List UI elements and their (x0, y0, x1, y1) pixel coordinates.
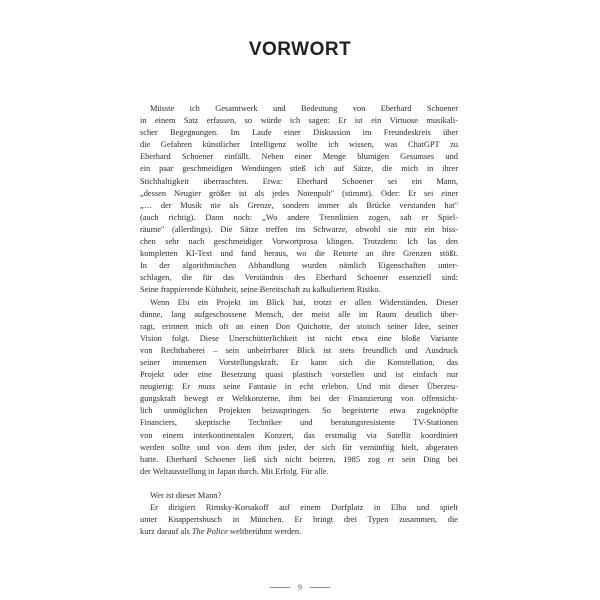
text-line: gungskraft bewegt er Weltkonzerne, ihm bei der Finanzierung von offensicht- (140, 394, 458, 404)
text-line: In der algorithmischen Abhandlung wurden nämlich Eigenschaften unter- (140, 261, 458, 271)
text-line: in einem Satz erfassen, so würde ich sagen: Er ist ein Virtuose musikali- (140, 116, 458, 126)
text-line: Financiers, skeptische Techniker und beratungsresistente TV-Stationen (140, 418, 458, 428)
text-line: hatte. Eberhard Schoener ließ sich nicht beirren, 1985 zog er sein Ding bei (140, 454, 458, 464)
text-line: die Gefahren künstlicher Intelligenz wollte ich wissen, was ChatGPT zu (140, 140, 458, 150)
text-line: seiner immensen Vorstellungskraft. Er kann sich die Konstellation, das (140, 357, 458, 367)
text-line: von Rechthaberei – sein unbeirrbarer Blick ist stets freundlich und Ausdruck (140, 345, 458, 355)
chapter-title: VORWORT (248, 39, 352, 60)
text-line: neugierig: Er muss seine Fantasie in echt erleben. Und mit dieser Überzeu- (140, 382, 458, 392)
text-line: Vision folgt. Diese Unerschütterlichkeit ist nicht etwa eine bloße Variante (140, 333, 458, 343)
paragraph-3: Wer ist dieser Mann? (150, 490, 222, 500)
text-line: Er dirigiert Rimsky-Korsakoff auf einem Dorfplatz in Elba und spielt (150, 503, 458, 512)
text-line: „dessen Neugier größer ist als jedes Notenpult" (stimmt). Oder: Er sei einer (140, 188, 458, 198)
footer-rule-right (310, 587, 330, 588)
text-line: Eberhard Schoener einfällt. Neben einer Menge blumigen Gesumses und (140, 152, 458, 162)
text-line: Stichhaltigkeit überraschten. Etwa: Eberhard Schoener sei ein Mann, (140, 176, 458, 186)
text-line: lich unmöglichen Projekten beizuspringen. So begeisterte etwa zugeknöpfte (140, 406, 458, 416)
text-line: chen sehr nach geschmeidiger Vorwortprosa klingen. Trotzdem: Ich las den (140, 237, 458, 247)
paragraph-2 (140, 297, 458, 478)
paragraph-gap (140, 478, 458, 490)
text-line: „… der Musik nie als Grenze, sondern immer als Brücke verstanden hat" (140, 200, 458, 210)
paragraph-1 (140, 103, 458, 297)
text-line: werden sollte und von dem ihm jeder, der sich für vernünftig hielt, abgeraten (140, 442, 458, 452)
text-line: ragt, erinnert mich oft an einen Don Quichotte, der stoisch seiner Idee, seiner (140, 321, 458, 331)
body-text (140, 103, 458, 538)
text-line: Seine frappierende Kühnheit, seine Bereitschaft zu kalkuliertem Risiko. (140, 285, 381, 295)
text-line: Müsste ich Gesamtwerk und Bedeutung von Eberhard Schoener (150, 104, 458, 113)
text-line: unter Knappertsbusch in München. Er bringt drei Typen zusammen, die (140, 515, 458, 525)
text-line: kurz darauf als The Police weltberühmt werden. (140, 527, 302, 537)
band-name: The Police (191, 527, 228, 537)
page-footer (0, 583, 600, 592)
text-line: von einem interkontinentalen Konzert, das erstmalig via Satellit koordiniert (140, 430, 458, 440)
text-line: dünne, lang aufgeschossene Mensch, der meist alle im Raum deutlich über- (140, 309, 458, 319)
text-line: Wenn Ebi ein Projekt im Blick hat, trotzt er allen Widerständen. Dieser (150, 297, 458, 307)
emphasis: muss (198, 382, 216, 392)
text-line: schlagen, die für das Verständnis des Eberhard Schoener essenziell sind: (140, 273, 458, 283)
text-line: kompletten KI-Text und fand heraus, wo die Retorte an ihre Grenzen stößt. (140, 249, 458, 259)
text-line: (auch richtig). Dann noch: „Wo andere Trennlinien zogen, sah er Spiel- (140, 212, 458, 222)
text-line: ein paar geschmeidigen Wendungen stieß ich auf Sätze, die mich in ihrer (140, 164, 458, 174)
text-line: räume" (allerdings). Die Sätze treffen ins Schwarze, obwohl sie mir ein biss- (140, 224, 458, 234)
footer-rule-left (270, 587, 290, 588)
text-line: der Weltausstellung in Japan durch. Mit Erfolg. Für alle. (140, 466, 329, 476)
paragraph-4 (140, 502, 458, 538)
text-line: scher Begegnungen. Im Laufe einer Diskussion im Freundeskreis über (140, 128, 458, 138)
page-number: 9 (298, 583, 302, 592)
text-line: Projekt oder eine Besetzung quasi plastisch vorstellen und ist einfach nur (140, 370, 458, 380)
